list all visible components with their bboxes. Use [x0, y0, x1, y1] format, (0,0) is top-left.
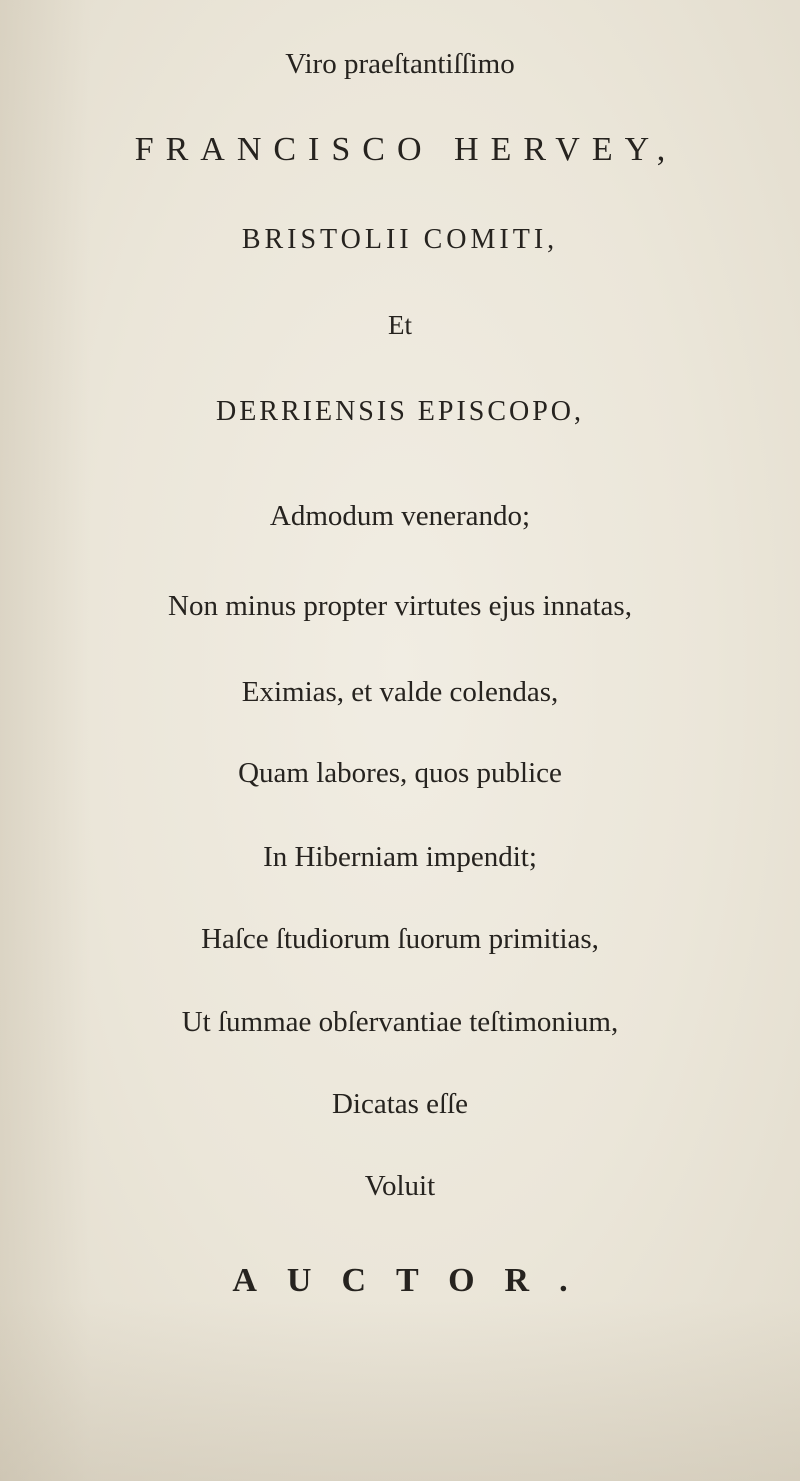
dedication-text-line: Quam labores, quos publice	[238, 757, 562, 789]
dedication-text-line: Ut ſummae obſervantiae teſtimonium,	[181, 1006, 619, 1038]
author-signature: AUCTOR.	[232, 1262, 598, 1299]
paper-stain	[0, 1301, 800, 1481]
dedicatee-name: FRANCISCO HERVEY,	[134, 131, 678, 168]
dedicatee-title: BRISTOLII COMITI,	[241, 224, 559, 255]
dedicatee-office: DERRIENSIS EPISCOPO,	[215, 396, 585, 427]
dedication-text-line: Haſce ſtudiorum ſuorum primitias,	[201, 923, 599, 955]
dedication-text-line: Non minus propter virtutes ejus innatas,	[168, 590, 632, 622]
dedication-text-line: Dicatas eſſe	[331, 1088, 469, 1120]
dedication-text-line: In Hiberniam impendit;	[263, 841, 537, 873]
paper-stain	[0, 0, 90, 1481]
dedication-salutation: Viro praeſtantiſſimo	[285, 48, 515, 80]
dedication-text-line: Admodum venerando;	[269, 500, 531, 532]
dedication-text-line: Voluit	[364, 1170, 436, 1202]
dedication-conjunction: Et	[388, 310, 412, 340]
dedication-text-line: Eximias, et valde colendas,	[241, 676, 559, 708]
